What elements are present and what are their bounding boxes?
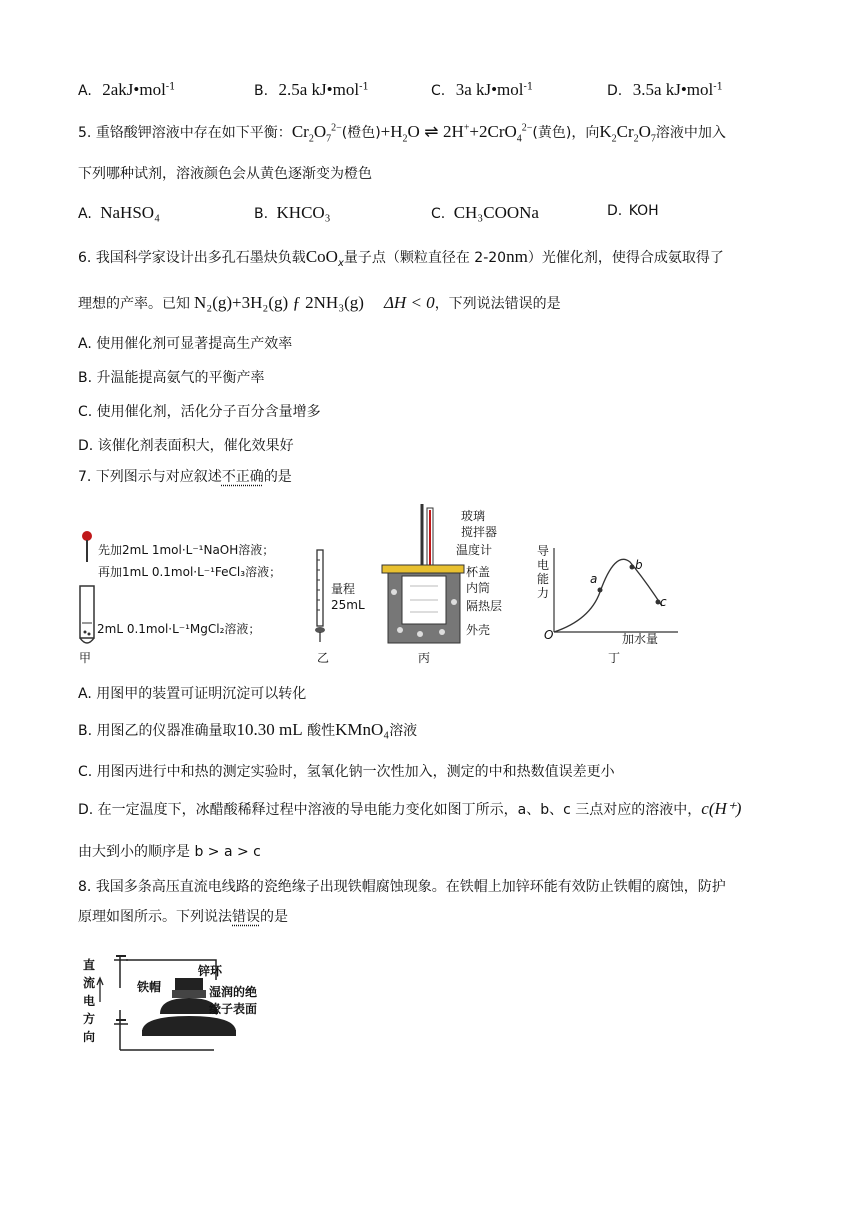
q5-option-a: A. NaHSO₄ [78, 203, 160, 222]
yi-label-range: 量程 [331, 582, 356, 596]
bing-label-insulation: 隔热层 [466, 599, 503, 613]
bing-label-shell: 外壳 [466, 623, 491, 637]
q5-option-b: B. KHCO₃ [254, 203, 331, 222]
q4-option-b: B. 2.5a kJ•mol$^{-1}$ [254, 80, 369, 99]
q7-option-c: C. 用图丙进行中和热的测定实验时，氢氧化钠一次性加入，测定的中和热数值误差更小 [78, 764, 615, 780]
q7-option-a: A. 用图甲的装置可证明沉淀可以转化 [78, 686, 307, 702]
q8-stem-line1: 8. 我国多条高压直流电线路的瓷绝缘子出现铁帽腐蚀现象。在铁帽上加锌环能有效防止铁帽的腐蚀，防护 [78, 879, 726, 895]
jia-caption: 甲 [79, 651, 92, 665]
q7-option-d-line2: 由大到小的顺序是 b > a > c [78, 844, 261, 860]
ding-point-a: a [590, 572, 598, 586]
q5-dichromate: $Cr_2O_7^{2-}$ [291, 122, 342, 145]
q6-option-a: A. 使用催化剂可显著提高生产效率 [78, 336, 293, 352]
q5-stem-line2: 下列哪种试剂，溶液颜色会从黄色逐渐变为橙色 [78, 166, 372, 182]
bing-caption: 丙 [418, 651, 431, 665]
q7-option-d-line1: D. 在一定温度下，冰醋酸稀释过程中溶液的导电能力变化如图丁所示，a、b、c 三点对应的溶液中，c(H⁺) [78, 799, 742, 818]
q6-stem-line2: 理想的产率。已知 N₂(g)+3H₂(g) ƒ 2NH₃(g) ΔH < 0，下列说法错误的是 [78, 293, 561, 312]
ding-caption: 丁 [608, 651, 621, 665]
q6-stem-line1: 6. 我国科学家设计出多孔石墨炔负载CoO$_x$量子点（颗粒直径在 2-20nm）光催化剂，使得合成氨取得了 [78, 247, 724, 269]
q4-option-d: D. 3.5a kJ•mol$^{-1}$ [607, 80, 723, 99]
q4-option-a: A. 2akJ•mol$^{-1}$ [78, 80, 176, 99]
burette-icon [312, 548, 328, 646]
ding-point-b: b [635, 558, 643, 572]
jia-label-fecl3: 再加1mL 0.1mol·L⁻¹FeCl₃溶液； [98, 565, 282, 579]
q8-label-iron-cap: 铁帽 [137, 980, 162, 994]
q7-stem: 7. 下列图示与对应叙述不正确的是 [78, 469, 292, 485]
bing-label-thermometer: 温度计 [456, 543, 493, 557]
q6-option-d: D. 该催化剂表面积大，催化效果好 [78, 438, 294, 454]
calorimeter-icon [380, 502, 470, 650]
q8-label-zinc-ring: 锌环 [198, 964, 223, 978]
jia-label-mgcl2: 2mL 0.1mol·L⁻¹MgCl₂溶液； [97, 622, 261, 636]
jia-label-naoh: 先加2mL 1mol·L⁻¹NaOH溶液； [98, 543, 275, 557]
q6-option-c: C. 使用催化剂，活化分子百分含量增多 [78, 404, 321, 420]
ding-point-c: c [660, 595, 667, 609]
ding-y-label: 导电能力 [537, 544, 550, 600]
bing-label-lid: 杯盖 [466, 565, 491, 579]
q8-label-surface-2: 缘子表面 [209, 1002, 258, 1016]
yi-label-25ml: 25mL [331, 598, 365, 612]
equilibrium-arrow-icon: ⇌ [424, 122, 439, 141]
q5-option-c: C. CH₃COONa [431, 203, 539, 222]
q6-option-b: B. 升温能提高氨气的平衡产率 [78, 370, 265, 386]
yi-caption: 乙 [317, 651, 330, 665]
bing-label-stirrer: 搅拌器 [461, 525, 498, 539]
q5-option-d: D. KOH [607, 203, 659, 219]
q7-option-b: B. 用图乙的仪器准确量取10.30 mL 酸性KMnO₄溶液 [78, 720, 418, 739]
q8-label-surface-1: 湿润的绝 [209, 985, 258, 999]
ding-origin: O [544, 628, 554, 642]
ding-x-label: 加水量 [622, 632, 659, 646]
q4-option-c: C. 3a kJ•mol$^{-1}$ [431, 80, 534, 99]
bing-label-inner: 内筒 [466, 581, 491, 595]
bing-label-glass: 玻璃 [461, 509, 486, 523]
conductivity-curve [540, 540, 680, 640]
q8-direction-label: 直 流 电 方 向 [83, 958, 96, 1044]
q5-stem-line1: 5. 重铬酸钾溶液中存在如下平衡：$Cr_2O_7^{2-}$(橙色)$+H_2O$ ⇌ 2H++2CrO$_4^{2-}$(黄色)，向$K_2Cr_2O_7$溶液中加入 [78, 122, 726, 145]
q8-stem-line2: 原理如图所示。下列说法错误的是 [78, 909, 288, 925]
